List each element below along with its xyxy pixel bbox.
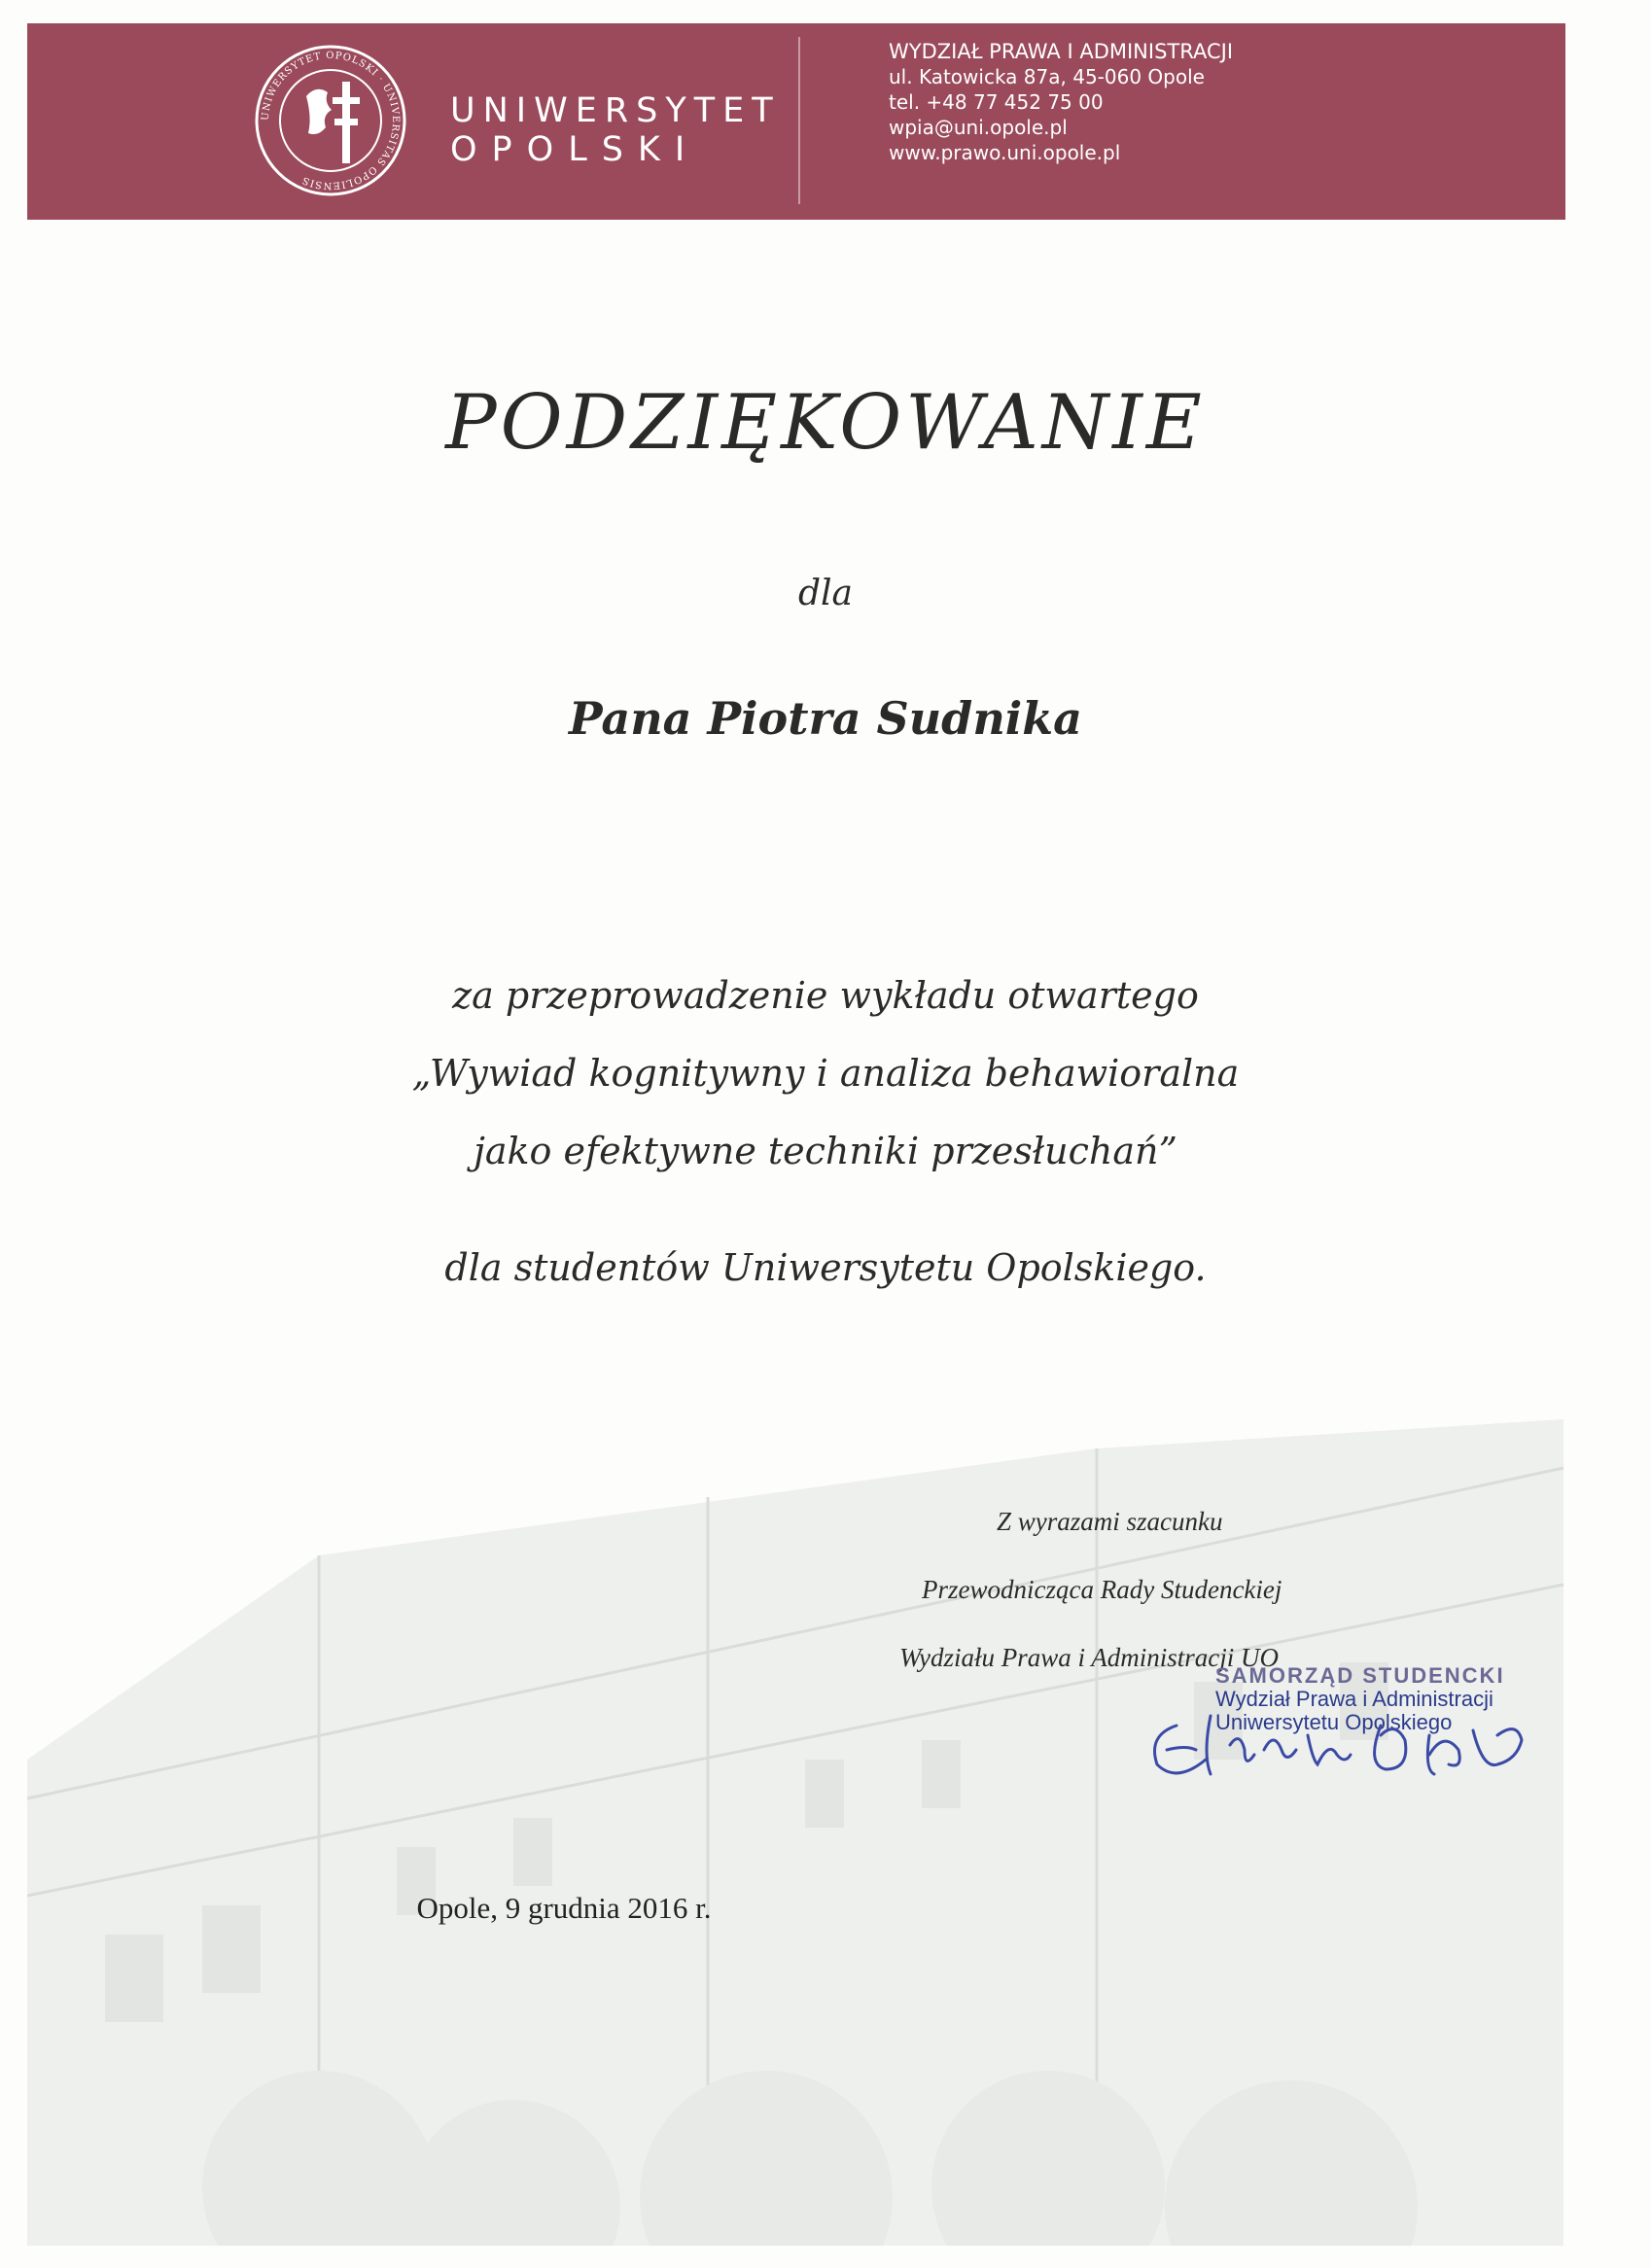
phone-line: tel. +48 77 452 75 00 — [889, 90, 1104, 114]
body-line-1: za przeprowadzenie wykładu otwartego — [452, 974, 1199, 1017]
for-word: dla — [797, 574, 854, 613]
website-line: www.prawo.uni.opole.pl — [889, 141, 1121, 164]
date-line: Opole, 9 grudnia 2016 r. — [416, 1891, 712, 1925]
document-title: PODZIĘKOWANIE — [445, 379, 1206, 467]
body-line-4: dla studentów Uniwersytetu Opolskiego. — [444, 1246, 1207, 1289]
header-divider — [798, 37, 800, 204]
university-name — [450, 91, 781, 169]
stamp-line-3: Uniwersytetu Opolskiego — [1215, 1710, 1453, 1734]
body-line-2: „Wywiad kognitywny i analiza behawioralna — [411, 1052, 1240, 1095]
stamp-line-1: SAMORZĄD STUDENCKI — [1215, 1663, 1505, 1688]
svg-text:UNIWERSYTET OPOLSKI · UNIVERSI — [261, 51, 401, 191]
stamp-line-2: Wydział Prawa i Administracji — [1215, 1687, 1493, 1711]
closing-regards: Z wyrazami szacunku — [997, 1507, 1223, 1536]
address-line: ul. Katowicka 87a, 45-060 Opole — [889, 65, 1205, 88]
handwritten-signature — [1138, 1696, 1565, 1803]
seal-text: UNIWERSYTET OPOLSKI · UNIVERSITAS OPOLIENSIS — [260, 50, 402, 192]
university-name-line2: OPOLSKI — [450, 130, 700, 169]
department-name: WYDZIAŁ PRAWA I ADMINISTRACJI — [889, 40, 1234, 63]
email-line: wpia@uni.opole.pl — [889, 116, 1068, 139]
university-name-line1: UNIWERSYTET — [450, 91, 781, 130]
closing-faculty: Wydziału Prawa i Administracji UO — [899, 1643, 1280, 1672]
recipient-name: Pana Piotra Sudnika — [569, 692, 1082, 745]
university-seal-icon — [253, 43, 408, 198]
letterhead-banner — [27, 23, 1565, 220]
closing-role: Przewodnicząca Rady Studenckiej — [922, 1575, 1282, 1604]
contact-block — [889, 39, 1233, 165]
building-watermark-image — [27, 1390, 1565, 2246]
body-line-3: jako efektywne techniki przesłuchań” — [474, 1130, 1177, 1172]
